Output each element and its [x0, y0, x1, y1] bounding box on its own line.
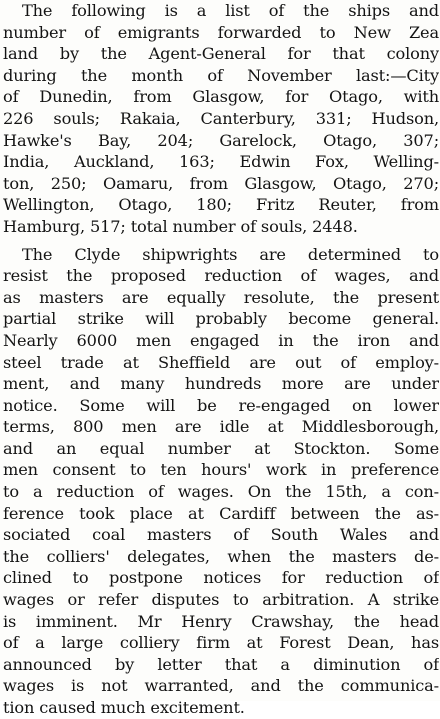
text-line: during the month of November last:—City — [3, 65, 439, 85]
text-line: number of emigrants forwarded to New Zea — [3, 22, 439, 42]
text-line: terms, 800 men are idle at Middlesborough, — [3, 417, 439, 437]
news-article — [3, 0, 439, 719]
text-line: resist the proposed reduction of wages, and — [3, 266, 439, 286]
text-line: and an equal number at Stockton. Some — [3, 438, 439, 458]
text-line: of a large colliery firm at Forest Dean, has — [3, 633, 439, 653]
text-line: 226 souls; Rakaia, Canterbury, 331; Hudson, — [3, 108, 439, 128]
text-line: ment, and many hundreds more are under — [3, 374, 439, 394]
paragraph-emigrant-ships — [3, 0, 439, 238]
text-line: ton, 250; Oamaru, from Glasgow, Otago, 270; — [3, 173, 439, 193]
text-line: as masters are equally resolute, the present — [3, 287, 439, 307]
text-line: of Dunedin, from Glasgow, for Otago, with — [3, 87, 439, 107]
text-line: sociated coal masters of South Wales and — [3, 525, 439, 545]
text-line: wages or refer disputes to arbitration. A strike — [3, 590, 439, 610]
text-line: The Clyde shipwrights are determined to — [22, 244, 439, 264]
text-line: is imminent. Mr Henry Crawshay, the head — [3, 611, 439, 631]
text-line: The following is a list of the ships and — [22, 1, 439, 20]
text-line: partial strike will probably become general. — [3, 309, 439, 329]
text-line: Nearly 6000 men engaged in the iron and — [3, 330, 439, 350]
text-line: land by the Agent-General for that colony — [3, 44, 439, 64]
text-line: announced by letter that a diminution of — [3, 654, 439, 674]
paragraph-labour-disputes — [3, 244, 439, 719]
text-line: ference took place at Cardiff between the as- — [3, 503, 439, 523]
text-line: clined to postpone notices for reduction of — [3, 568, 439, 588]
text-line: the colliers' delegates, when the masters de- — [3, 546, 439, 566]
text-line: notice. Some will be re-engaged on lower — [3, 395, 439, 415]
text-line: Hamburg, 517; total number of souls, 2448. — [3, 216, 358, 236]
text-line: wages is not warranted, and the communica- — [3, 676, 439, 696]
text-line: India, Auckland, 163; Edwin Fox, Welling- — [3, 152, 439, 172]
text-line: Wellington, Otago, 180; Fritz Reuter, from — [3, 195, 439, 215]
text-line: steel trade at Sheffield are out of employ- — [3, 352, 439, 372]
text-line: tion caused much excitement. — [3, 698, 245, 717]
text-line: men consent to ten hours' work in preference — [3, 460, 439, 480]
text-line: to a reduction of wages. On the 15th, a con- — [3, 482, 439, 502]
text-line: Hawke's Bay, 204; Garelock, Otago, 307; — [3, 130, 439, 150]
